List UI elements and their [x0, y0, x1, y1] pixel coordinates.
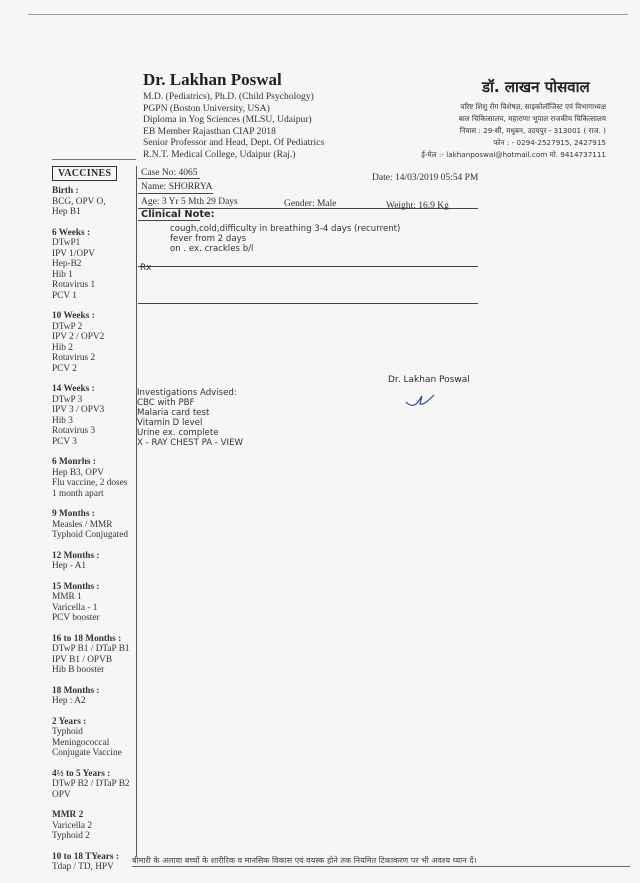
- vaccine-item: DTwP B1 / DTaP B1: [52, 644, 130, 654]
- footer-note: बीमारी के अलावा बच्चों के शारीरिक व मानसिक विकास एवं वयस्क होने तक नियमित टिकाकरण पर भी अवश्य ध्यान दें।: [132, 856, 477, 865]
- vaccine-group-heading: Birth :: [52, 186, 79, 196]
- case-number: Case No: 4065: [141, 168, 198, 178]
- clinical-note-line: cough,cold,difficulty in breathing 3-4 days (recurrent): [170, 224, 401, 234]
- vaccine-item: OPV: [52, 789, 71, 800]
- vaccine-item: DTwP 3: [52, 394, 83, 405]
- vaccine-group-heading: 6 Weeks :: [52, 227, 91, 238]
- vaccine-item: IPV 2 / OPV2: [52, 332, 105, 342]
- vaccine-group: [52, 457, 136, 499]
- vaccine-group: [52, 384, 136, 447]
- vaccine-item: PCV 2: [52, 363, 77, 374]
- vaccine-item: Rotavirus 1: [52, 280, 96, 290]
- vaccine-group: [52, 582, 136, 624]
- vaccine-group-heading: 2 Years :: [52, 716, 87, 727]
- hindi-info-line: ई-मेल :- lakhanposwal@hotmail.com मो. 9414737111: [421, 150, 606, 159]
- vaccine-group-heading: 12 Months :: [52, 550, 100, 561]
- vaccine-group: [52, 769, 136, 801]
- clinical-notes: [170, 224, 400, 254]
- vaccine-item: DTwP 2: [52, 321, 83, 332]
- clinical-title-rule: [138, 220, 200, 221]
- qualification-line: Diploma in Yog Sciences (MLSU, Udaipur): [143, 114, 312, 126]
- vaccine-group-heading: 9 Months :: [52, 509, 95, 519]
- rx-end-rule: [138, 303, 478, 304]
- vaccine-item: BCG, OPV O,: [52, 196, 106, 207]
- vaccine-group: [52, 551, 136, 572]
- vaccine-item: Typhoid Conjugated: [52, 530, 129, 540]
- vaccine-item: IPV 3 / OPV3: [52, 405, 105, 415]
- doctor-name-hindi: डॉ. लाखन पोसवाल: [482, 78, 590, 96]
- vaccine-group: [52, 810, 136, 842]
- clinical-note-line: on . ex. crackles b/l: [170, 244, 254, 254]
- vaccine-item: Hep : A2: [52, 696, 86, 706]
- vaccine-item: Varicella 2: [52, 820, 93, 831]
- investigation-item: X - RAY CHEST PA - VIEW: [137, 438, 244, 448]
- vaccine-item: MMR 1: [52, 592, 82, 602]
- vaccine-column-top-rule: [52, 159, 136, 160]
- vaccine-group-heading: 10 to 18 TYears :: [52, 851, 119, 862]
- patient-name: Name: SHORRYA: [141, 182, 213, 192]
- vaccine-item: Typhoid 2: [52, 831, 90, 841]
- vaccine-item: Conjugate Vaccine: [52, 748, 122, 758]
- investigation-item: Urine ex. complete: [137, 428, 219, 438]
- vaccine-item: Meningococcal: [52, 737, 110, 748]
- vaccine-group-heading: 16 to 18 Months :: [52, 633, 122, 644]
- qualification-line: Senior Professor and Head, Dept. Of Pediatrics: [143, 137, 325, 149]
- vaccine-item: PCV booster: [52, 613, 100, 623]
- doctor-info-hindi: [376, 101, 606, 161]
- patient-gender: Gender: Male: [284, 199, 337, 209]
- clinical-end-rule: [138, 266, 478, 267]
- vaccine-item: Typhoid: [52, 727, 83, 737]
- clinical-note-title: Clinical Note:: [141, 209, 215, 220]
- qualification-line: PGPN (Boston University, USA): [143, 102, 270, 114]
- doctor-qualifications: [143, 91, 324, 161]
- investigation-item: CBC with PBF: [137, 398, 195, 408]
- visit-date: Date: 14/03/2019 05:54 PM: [372, 173, 479, 183]
- vaccine-group: [52, 186, 136, 218]
- clinical-note-line: fever from 2 days: [170, 234, 247, 244]
- vaccine-item: Rotavirus 3: [52, 426, 96, 436]
- vaccine-group: [52, 634, 136, 676]
- vaccine-group-heading: MMR 2: [52, 810, 84, 820]
- vaccine-item: PCV 3: [52, 436, 77, 447]
- case-rule: [138, 178, 200, 179]
- column-divider: [136, 166, 137, 856]
- investigation-item: Vitamin D level: [137, 418, 203, 428]
- qualification-line: EB Member Rajasthan CIAP 2018: [143, 125, 276, 137]
- vaccine-group-heading: 14 Weeks :: [52, 384, 95, 394]
- vaccine-group-heading: 15 Months :: [52, 581, 100, 592]
- vaccine-item: Varicella - 1: [52, 602, 98, 613]
- hindi-info-line: वरिष्ट शिशु रोग विशेषज्ञ, साइकोलॉजिस्ट एवं विभागाध्यक्ष: [460, 102, 606, 111]
- vaccine-group: [52, 852, 136, 873]
- vaccine-group-heading: 10 Weeks :: [52, 311, 95, 321]
- vaccine-item: Tdap / TD, HPV: [52, 862, 114, 872]
- vaccine-group: [52, 228, 136, 302]
- footer-rule: [132, 866, 630, 867]
- signature-scribble: [404, 392, 436, 410]
- investigations-section: [137, 388, 243, 448]
- patient-weight: Weight: 16.9 Kg: [386, 201, 449, 211]
- vaccine-item: IPV B1 / OPVB: [52, 654, 113, 665]
- vaccine-item: Flu vaccine, 2 doses: [52, 478, 128, 488]
- qualification-line: M.D. (Pediatrics), Ph.D. (Child Psychology): [143, 91, 314, 102]
- page-top-rule: [28, 14, 628, 15]
- vaccine-item: Rotavirus 2: [52, 353, 96, 363]
- name-rule: [138, 193, 213, 194]
- vaccine-group: [52, 717, 136, 759]
- vaccine-group-heading: 6 Monrhs :: [52, 457, 96, 467]
- vaccine-group: [52, 311, 136, 374]
- vaccine-item: IPV 1/OPV: [52, 248, 95, 259]
- hindi-info-line: फोन : - 0294-2527915, 2427915: [493, 138, 606, 147]
- vaccine-item: Hib B booster: [52, 665, 105, 675]
- vaccines-title: VACCINES: [52, 166, 117, 181]
- vaccine-group-heading: 4½ to 5 Years :: [52, 768, 111, 779]
- vaccine-item: Measles / MMR: [52, 519, 113, 530]
- vaccine-item: Hib 2: [52, 342, 73, 353]
- vaccine-item: PCV 1: [52, 290, 77, 301]
- vaccine-group: [52, 686, 136, 707]
- investigation-item: Malaria card test: [137, 408, 210, 418]
- vaccine-item: DTwP1: [52, 238, 81, 248]
- vaccine-schedule: [52, 186, 136, 883]
- vaccine-item: Hep B3, OPV: [52, 467, 104, 478]
- vaccine-item: Hib 1: [52, 269, 73, 280]
- patient-age: Age: 3 Yr 5 Mth 29 Days: [141, 197, 238, 207]
- vaccine-item: 1 month apart: [52, 488, 104, 499]
- vaccine-group: [52, 509, 136, 541]
- hindi-info-line: बाल चिकित्सालय, महाराणा भूपाल राजकीय चिकित्सालय: [458, 114, 606, 123]
- vaccine-group-heading: 18 Months :: [52, 685, 100, 696]
- qualification-line: R.N.T. Medical College, Udaipur (Raj.): [143, 148, 296, 160]
- rx-label: Rx: [140, 263, 152, 273]
- signature-name: Dr. Lakhan Poswal: [388, 375, 470, 385]
- doctor-name: Dr. Lakhan Poswal: [143, 70, 282, 89]
- vaccine-item: Hep - A1: [52, 561, 87, 571]
- vaccine-item: Hep B1: [52, 207, 81, 217]
- investigations-title: Investigations Advised:: [137, 388, 237, 398]
- hindi-info-line: निवास : 29-सी, मधुबन, उदयपुर - 313001 ( राज. ): [459, 126, 606, 135]
- vaccine-item: DTwP B2 / DTaP B2: [52, 779, 130, 789]
- vaccine-item: Hep-B2: [52, 259, 82, 269]
- vaccine-item: Hib 3: [52, 415, 73, 426]
